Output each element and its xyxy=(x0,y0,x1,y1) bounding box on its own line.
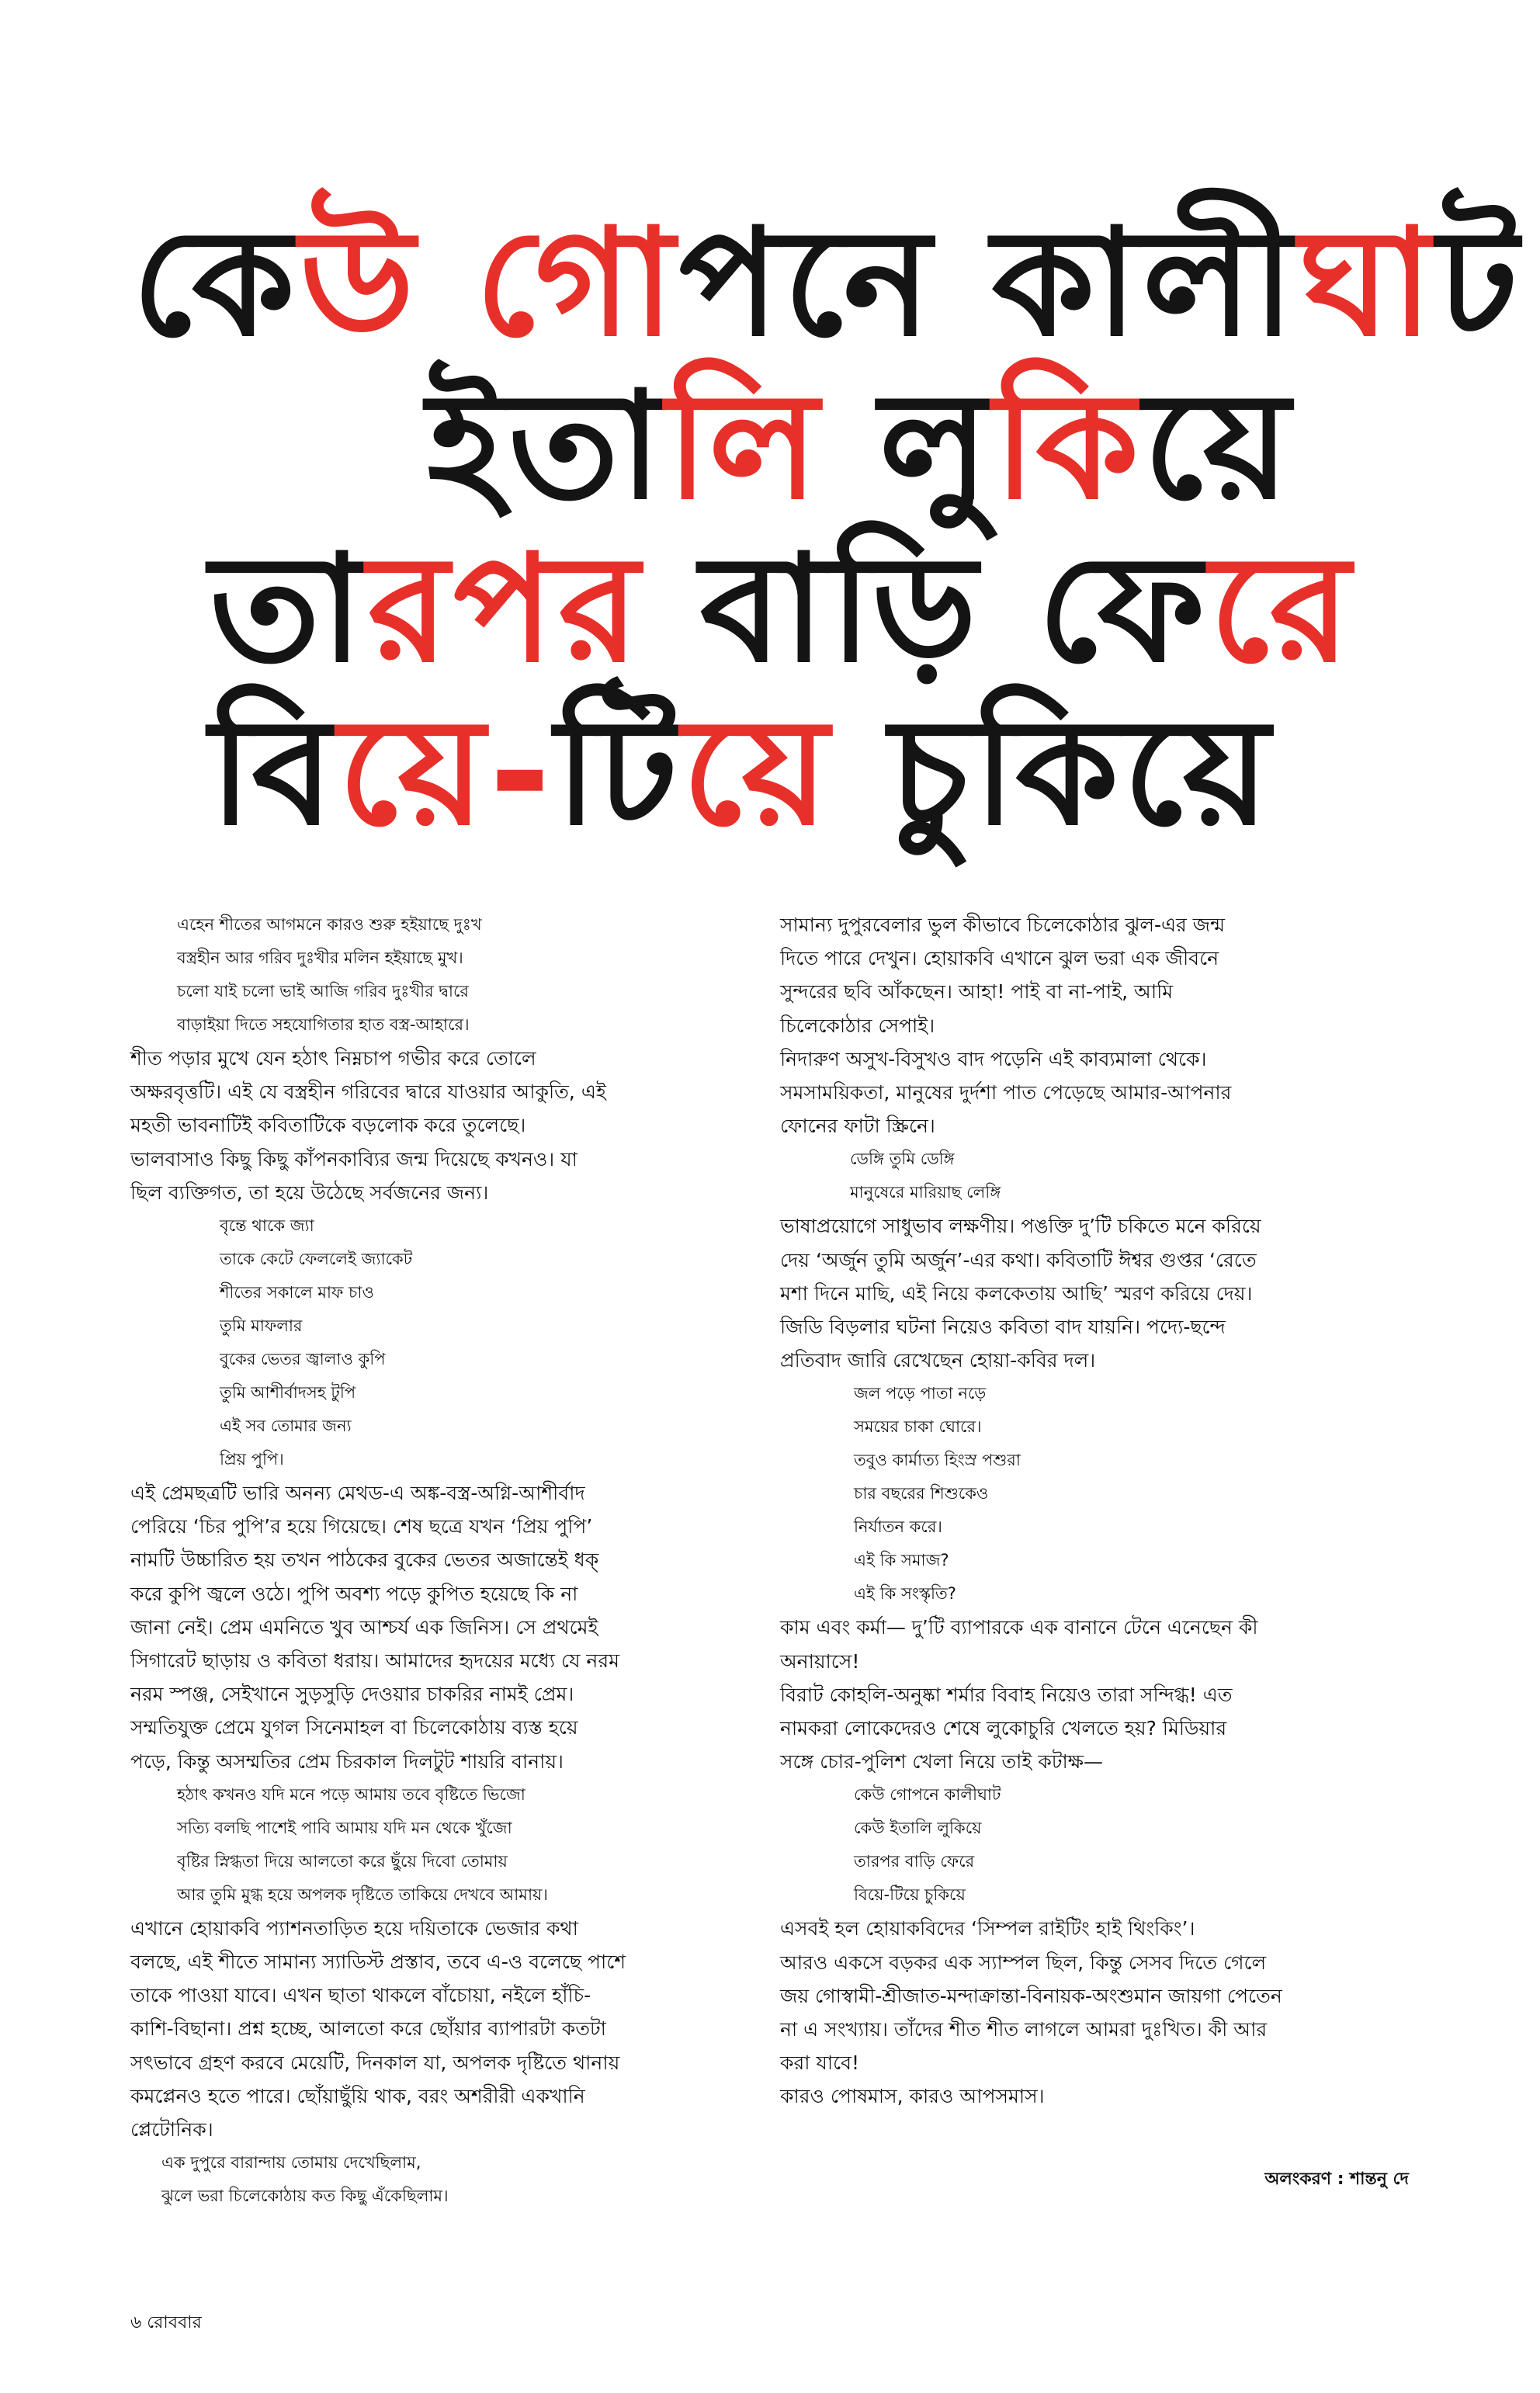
headline-segment-red: রপর xyxy=(367,523,700,695)
headline-segment-red: কি xyxy=(994,360,1144,532)
headline-segment-black: বি xyxy=(210,686,339,858)
article-paragraph: শীত পড়ার মুখে যেন হঠাৎ নিম্নচাপ গভীর করে তোলে অক্ষরবৃত্তটি। এই যে বস্ত্রহীন গরিবের দ্বারে যাওয়ার আকুতি, এই মহতী ভাবনাটিই কবিতাটিকে বড়লোক করে তুলেছে। xyxy=(130,1047,606,1137)
headline-segment-red: য়ে- xyxy=(338,686,556,858)
article-paragraph: কাম এবং কর্মা— দু’টি ব্যাপারকে এক বানানে টেনে এনেছেন কী অনায়াসে! xyxy=(780,1616,1258,1673)
verse-excerpt: এক দুপুরে বারান্দায় তোমায় দেখেছিলাম, ঝুলে ভরা চিলেকোঠায় কত কিছু এঁকেছিলাম। xyxy=(161,2153,449,2206)
headline-segment-red: গো xyxy=(475,197,679,369)
article-paragraph: জিডি বিড়লার ঘটনা নিয়েও কবিতা বাদ যায়নি। পদ্যে-ছন্দে প্রতিবাদ জারি রেখেছেন হোয়া-কবির দল। xyxy=(780,1316,1226,1372)
headline xyxy=(116,194,1523,877)
article-paragraph: এসবই হল হোয়াকবিদের ‘সিম্পল রাইটিং হাই থিংকিং’। আরও একসে বড়কর এক স্যাম্পল ছিল, কিন্তু সেসব দিতে গেলে জয় গোস্বামী-শ্রীজাত-মন্দাক্রান্তা-বিনায়ক-অংশুমান জায়গা পেতেন না এ সংখ্যায়। তাঁদের শীত শীত লাগলে আমরা দুঃখিত। কী আর করা যাবে! xyxy=(780,1917,1282,2075)
headline-segment-red: লি xyxy=(666,360,879,532)
headline-segment-black: ট xyxy=(1438,197,1523,369)
verse-excerpt: হঠাৎ কখনও যদি মনে পড়ে আমায় তবে বৃষ্টিতে ভিজো সত্যি বলছি পাশেই পাবি আমায় যদি মন থেকে খুঁজো বৃষ্টির স্নিগ্ধতা দিয়ে আলতো করে ছুঁয়ে দিবো তোমায় আর তুমি মুগ্ধ হয়ে অপলক দৃষ্টিতে তাকিয়ে দেখবে আমায়। xyxy=(177,1784,548,1904)
page-footer: ৬ রোববার xyxy=(130,2313,202,2332)
article-column-right xyxy=(780,908,1409,2166)
article-paragraph: সামান্য দুপুরবেলার ভুল কীভাবে চিলেকোঠার ঝুল-এর জন্ম দিতে পারে দেখুন। হোয়াকবি এখানে ঝুল ভরা এক জীবনে সুন্দরের ছবি আঁকছেন। আহা! পাই বা না-পাই, আমি চিলেকোঠার সেপাই। xyxy=(780,914,1226,1037)
headline-segment-black: বাড়ি ফে xyxy=(699,523,1210,695)
headline-segment-black: কে xyxy=(132,197,300,369)
headline-segment-red: উ xyxy=(300,197,476,369)
headline-segment-black: ইতা xyxy=(427,360,667,532)
article-paragraph: নিদারুণ অসুখ-বিসুখও বাদ পড়েনি এই কাব্যমালা থেকে। সমসাময়িকতা, মানুষের দুর্দশা পাত পেড়েছে আমার-আপনার ফোনের ফাটা স্ক্রিনে। xyxy=(780,1047,1232,1138)
headline-segment-black: পনে কালী xyxy=(678,197,1299,369)
headline-line-1 xyxy=(132,187,1523,369)
article-column-left xyxy=(130,908,751,2206)
headline-segment-red: ঘা xyxy=(1299,197,1438,369)
verse-excerpt: এহেন শীতের আগমনে কারও শুরু হইয়াছে দুঃখ বস্ত্রহীন আর গরিব দুঃখীর মলিন হইয়াছে মুখ। চলো যাই চলো ভাই আজি গরিব দুঃখীর দ্বারে বাড়াইয়া দিতে সহযোগিতার হাত বস্ত্র-আহারে। xyxy=(177,915,482,1034)
headline-segment-black: লু xyxy=(879,360,994,532)
verse-excerpt: বৃন্তে থাকে জ্যা তাকে কেটে ফেললেই জ্যাকেট শীতের সকালে মাফ চাও তুমি মাফলার বুকের ভেতর জ্বালাও কুপি তুমি আশীর্বাদসহ টুপি এই সব তোমার জন্য প্রিয় পুপি। xyxy=(220,1216,413,1469)
headline-segment-red: য়ে xyxy=(682,686,890,858)
headline-segment-black: তা xyxy=(210,523,368,695)
illustration-credit: অলংকরণ : শান্তনু দে xyxy=(1264,2169,1409,2189)
verse-excerpt: কেউ গোপনে কালীঘাট কেউ ইতালি লুকিয়ে তারপর বাড়ি ফেরে বিয়ে-টিয়ে চুকিয়ে xyxy=(854,1785,1001,1905)
article-paragraph: কারও পোষমাস, কারও আপসমাস। xyxy=(780,2085,1045,2108)
headline-line-2 xyxy=(422,358,1295,541)
headline-segment-black: টি xyxy=(555,686,683,858)
headline-segment-black: য়ে xyxy=(1143,360,1295,532)
article-paragraph: বিরাট কোহলি-অনুষ্কা শর্মার বিবাহ নিয়েও তারা সন্দিগ্ধ! এত নামকরা লোকেদেরও শেষে লুকোচুরি খেলতে হয়? মিডিয়ার সঙ্গে চোর-পুলিশ খেলা নিয়ে তাই কটাক্ষ— xyxy=(780,1683,1233,1774)
headline-line-3 xyxy=(205,521,1355,695)
article-paragraph: ভাষাপ্রয়োগে সাধুভাব লক্ষণীয়। পঙক্তি দু’টি চকিতে মনে করিয়ে দেয় ‘অর্জুন তুমি অর্জুন’-এর কথা। কবিতাটি ঈশ্বর গুপ্তর ‘রেতে মশা দিনে মাছি, এই নিয়ে কলকেতায় আছি’ স্মরণ করিয়ে দেয়। xyxy=(780,1215,1261,1305)
headline-segment-red: রে xyxy=(1209,523,1355,695)
article-paragraph: এখানে হোয়াকবি প্যাশনতাড়িত হয়ে দয়িতাকে ভেজার কথা বলছে, এই শীতে সামান্য স্যাডিস্ট প্রস্তাব, তবে এ-ও বলেছে পাশে তাকে পাওয়া যাবে। এখন ছাতা থাকলে বাঁচোয়া, নইলে হাঁচি- কাশি-বিছানা। প্রশ্ন হচ্ছে, আলতো করে ছোঁয়ার ব্যাপারটা কতটা সৎভাবে গ্রহণ করবে মেয়েটি, দিনকাল যা, অপলক দৃষ্টিতে থানায় কমপ্লেনও হতে পারে। ছোঁয়াছুঁয়ি থাক, বরং অশরীরী একখানি প্লেটোনিক। xyxy=(130,1916,626,2142)
article-paragraph: ভালবাসাও কিছু কিছু কাঁপনকাব্যির জন্ম দিয়েছে কখনও। যা ছিল ব্যক্তিগত, তা হয়ে উঠেছে সর্বজনের জন্য। xyxy=(130,1147,578,1204)
verse-excerpt: জল পড়ে পাতা নড়ে সময়ের চাকা ঘোরে। তবুও কার্মাত্য হিংস্র পশুরা চার বছরের শিশুকেও নির্যাতন করে। এই কি সমাজ? এই কি সংস্কৃতি? xyxy=(854,1384,1021,1604)
headline-line-4 xyxy=(205,676,1275,868)
headline-segment-black: চুকিয়ে xyxy=(889,686,1275,858)
verse-excerpt: ডেঙ্গি তুমি ডেঙ্গি মানুষেরে মারিয়াছ লেঙ্গি xyxy=(850,1150,1001,1202)
article-paragraph: এই প্রেমছত্রটি ভারি অনন্য মেথড-এ অঙ্ক-বস্ত্র-অগ্নি-আশীর্বাদ পেরিয়ে ‘চির পুপি’র হয়ে গিয়েছে। শেষ ছত্রে যখন ‘প্রিয় পুপি’ নামটি উচ্চারিত হয় তখন পাঠকের বুকের ভেতর অজান্তেই ধক্ করে কুপি জ্বলে ওঠে। পুপি অবশ্য পড়ে কুপিত হয়েছে কি না জানা নেই। প্রেম এমনিতে খুব আশ্চর্য এক জিনিস। সে প্রথমেই সিগারেট ছাড়ায় ও কবিতা ধরায়। আমাদের হৃদয়ের মধ্যে যে নরম নরম স্পঞ্জ, সেইখানে সুড়সুড়ি দেওয়ার চাকরির নামই প্রেম। সম্মতিযুক্ত প্রেমে যুগল সিনেমাহল বা চিলেকোঠায় ব্যস্ত হয়ে পড়ে, কিন্তু অসম্মতির প্রেম চিরকাল দিলটুট শায়রি বানায়। xyxy=(130,1482,619,1773)
